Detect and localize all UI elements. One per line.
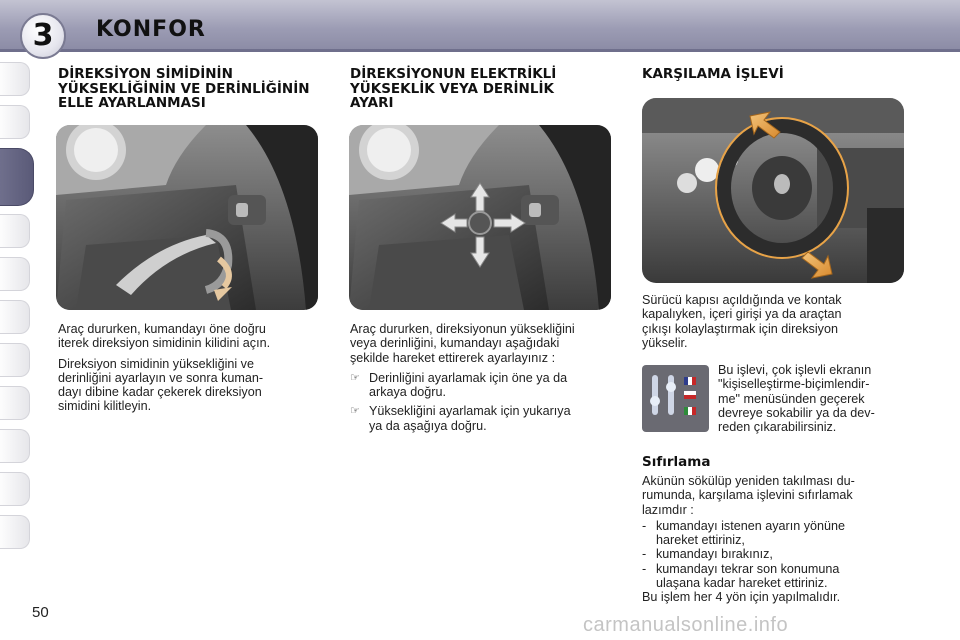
hand-pointer-icon: ☞ xyxy=(350,405,360,418)
section2-intro xyxy=(350,322,610,365)
watermark: carmanualsonline.info xyxy=(583,614,789,636)
chapter-tab-6[interactable] xyxy=(0,300,30,334)
settings-screen-thumbnail xyxy=(642,365,709,432)
text-line: arkaya doğru. xyxy=(369,385,447,400)
text-line: rumunda, karşılama işlevini sıfırlamak xyxy=(642,488,853,503)
text-line: iterek direksiyon simidinin kilidini açın. xyxy=(58,336,271,351)
section1-body xyxy=(58,322,318,420)
section1-heading xyxy=(58,67,310,111)
chapter-tab-3-active[interactable] xyxy=(0,148,34,206)
depth-bullet xyxy=(350,371,610,400)
section2-heading-line: DİREKSİYONUN ELEKTRİKLİ xyxy=(350,66,557,82)
text-line: kumandayı istenen ayarın yönüne xyxy=(656,518,846,533)
text-line: Sürücü kapısı açıldığında ve kontak xyxy=(642,293,842,307)
reset-body xyxy=(642,474,904,605)
section1-heading-line: ELLE AYARLANMASI xyxy=(58,95,206,111)
text-line: Direksiyon simidinin yüksekliğini ve xyxy=(58,356,254,371)
electric-control-photo xyxy=(349,125,611,310)
text-line: kumandayı tekrar son konumuna xyxy=(656,561,840,576)
section3-note xyxy=(718,363,904,434)
text-line: Derinliğini ayarlamak için öne ya da xyxy=(369,370,568,385)
text-line: Bu işlevi, çok işlevli ekranın xyxy=(718,363,872,377)
text-line: simidini kilitleyin. xyxy=(58,399,152,414)
text-line: reden çıkarabilirsiniz. xyxy=(718,420,837,435)
step-text xyxy=(656,519,845,548)
section3-paragraph xyxy=(642,293,904,350)
step-text xyxy=(656,562,839,591)
text-line: derinliğini ayarlayın ve sonra kuman- xyxy=(58,370,264,385)
section2-body xyxy=(350,322,610,438)
height-bullet xyxy=(350,404,610,433)
chapter-tab-11[interactable] xyxy=(0,515,30,549)
section2-heading-line: AYARI xyxy=(350,95,394,111)
chapter-tab-1[interactable] xyxy=(0,62,30,96)
welcome-function-photo xyxy=(642,98,904,283)
reset-step xyxy=(642,562,904,591)
text-line: lazımdır : xyxy=(642,502,694,517)
chapter-badge xyxy=(20,13,66,59)
text-line: Yüksekliğini ayarlamak için yukarıya xyxy=(369,404,571,419)
reset-step xyxy=(642,519,904,548)
page-title: KONFOR xyxy=(96,17,206,42)
text-line: kapalıyken, içeri girişi ya da araçtan xyxy=(642,307,842,322)
chapter-tab-2[interactable] xyxy=(0,105,30,139)
section1-heading-line: DİREKSİYON SİMİDİNİN xyxy=(58,66,233,82)
chapter-tab-5[interactable] xyxy=(0,257,30,291)
chapter-number: 3 xyxy=(32,18,54,53)
text-line: Akünün sökülüp yeniden takılması du- xyxy=(642,474,855,488)
dash-marker: - xyxy=(642,561,647,576)
text-line: ulaşana kadar hareket ettiriniz. xyxy=(656,576,828,591)
text-line: çıkışı kolaylaştırmak için direksiyon xyxy=(642,321,838,336)
section1-heading-line: YÜKSEKLİĞİNİN VE DERİNLİĞİNİN xyxy=(58,80,310,97)
reset-closing: Bu işlem her 4 yön için yapılmalıdır. xyxy=(642,590,841,605)
section2-heading xyxy=(350,67,556,111)
bullet-text xyxy=(369,404,571,433)
chapter-tab-7[interactable] xyxy=(0,343,30,377)
chapter-tab-4[interactable] xyxy=(0,214,30,248)
text-line: me" menüsünden geçerek xyxy=(718,391,865,406)
text-line: yükselir. xyxy=(642,335,688,350)
reset-intro xyxy=(642,474,904,517)
reset-step xyxy=(642,547,904,561)
chapter-tab-strip xyxy=(0,62,34,574)
section1-paragraph xyxy=(58,357,318,414)
text-line: veya derinliğini, kumandayı aşağıdaki xyxy=(350,336,560,351)
section2-heading-line: YÜKSEKLİK VEYA DERİNLİK xyxy=(350,80,554,97)
text-line: Araç dururken, direksiyonun yüksekliğini xyxy=(350,322,575,336)
header-divider xyxy=(0,49,960,52)
text-line: Araç dururken, kumandayı öne doğru xyxy=(58,322,266,336)
text-line: dayı dibine kadar çekerek direksiyon xyxy=(58,385,262,400)
text-line: "kişiselleştirme-biçimlendir- xyxy=(718,377,870,392)
bullet-text xyxy=(369,371,567,400)
chapter-tab-9[interactable] xyxy=(0,429,30,463)
dash-marker: - xyxy=(642,518,647,533)
reset-heading: Sıfırlama xyxy=(642,454,711,470)
chapter-tab-8[interactable] xyxy=(0,386,30,420)
hand-pointer-icon: ☞ xyxy=(350,371,360,384)
text-line: şekilde hareket ettirerek ayarlayınız : xyxy=(350,350,556,365)
text-line: hareket ettiriniz, xyxy=(656,533,745,548)
page-number: 50 xyxy=(32,604,49,621)
manual-lever-photo xyxy=(56,125,318,310)
text-line: devreye sokabilir ya da dev- xyxy=(718,405,875,420)
section3-heading: KARŞILAMA İŞLEVİ xyxy=(642,66,784,82)
step-text: kumandayı bırakınız, xyxy=(656,547,773,562)
chapter-tab-10[interactable] xyxy=(0,472,30,506)
dash-marker: - xyxy=(642,547,647,562)
text-line: ya da aşağıya doğru. xyxy=(369,418,487,433)
section1-paragraph xyxy=(58,322,318,351)
